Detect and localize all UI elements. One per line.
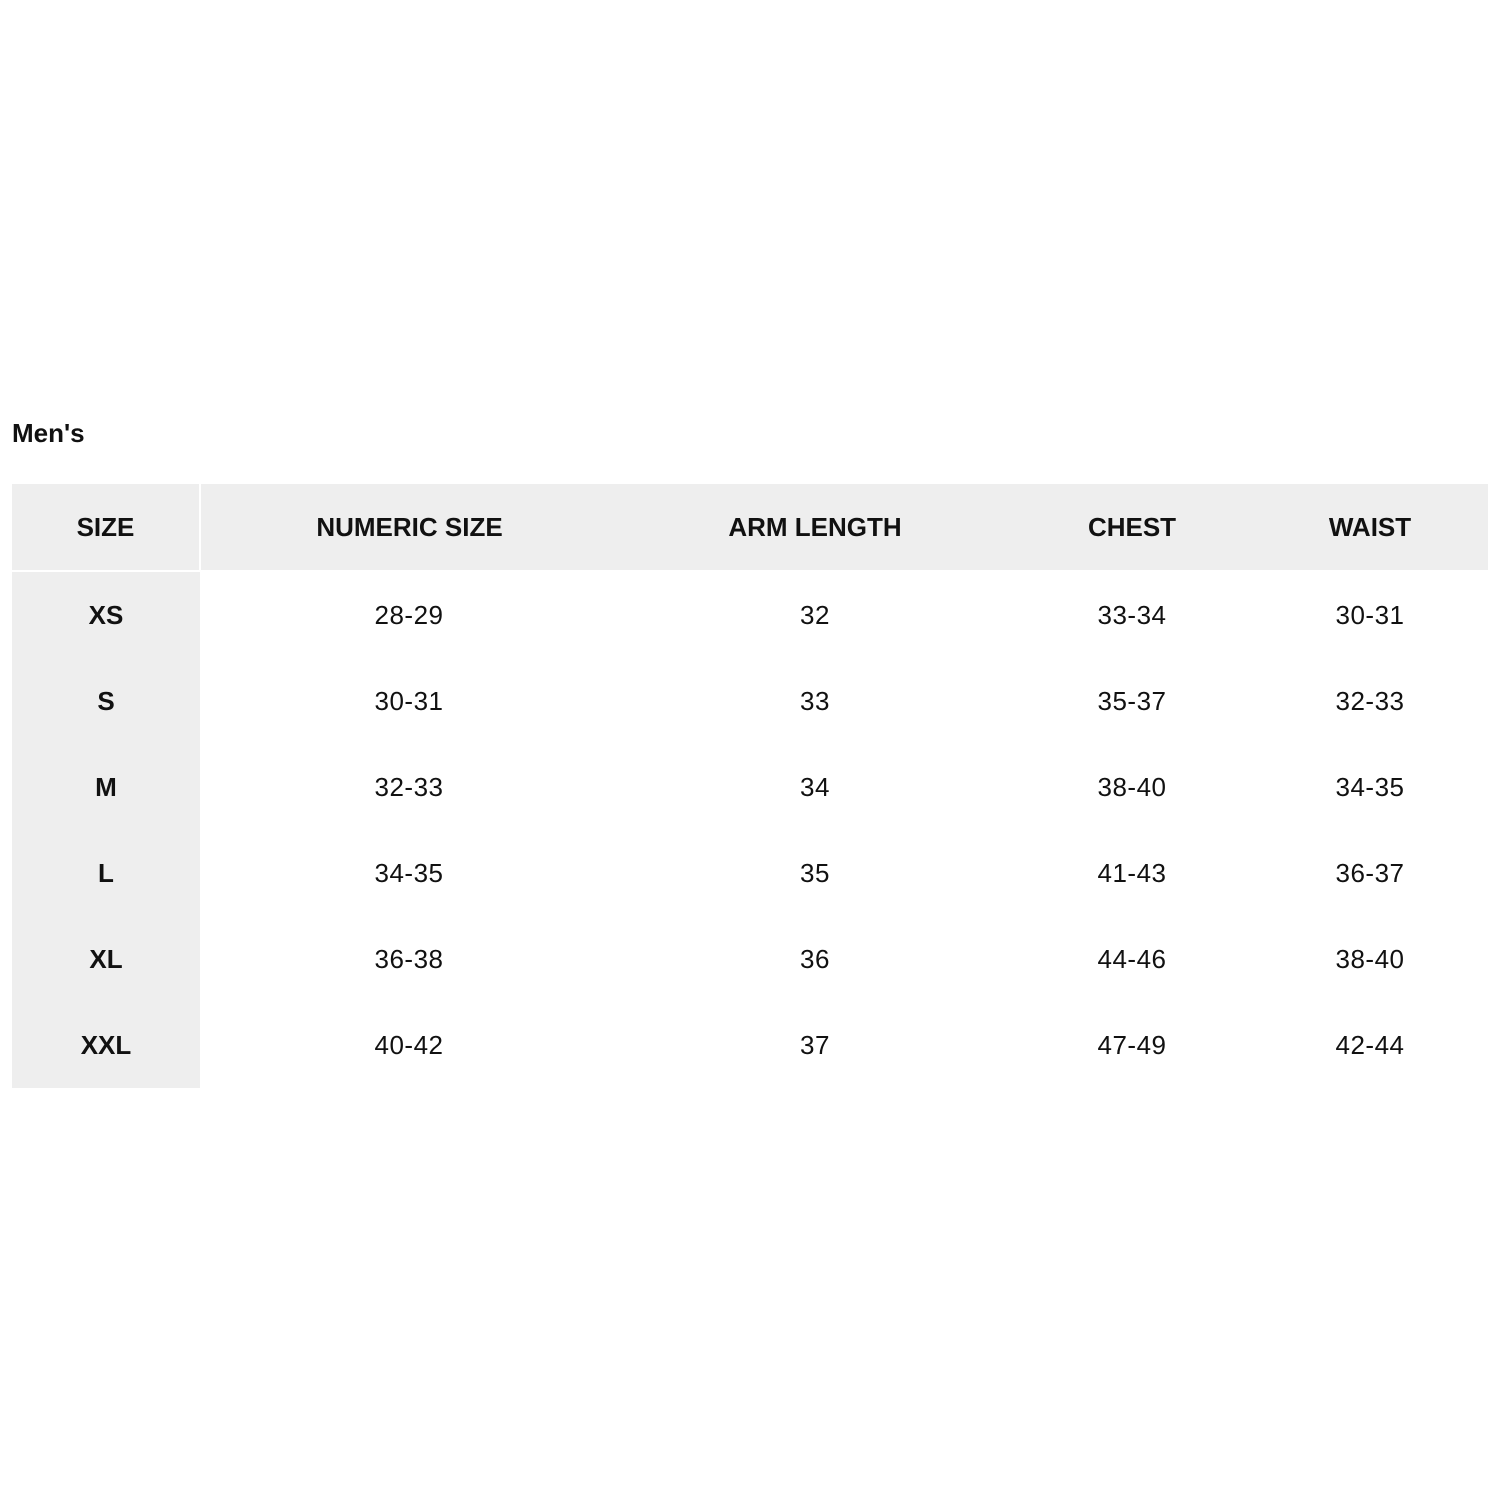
size-label: L — [12, 830, 200, 916]
waist-cell: 38-40 — [1252, 916, 1488, 1002]
size-label: XS — [12, 571, 200, 658]
size-label: M — [12, 744, 200, 830]
size-label: XL — [12, 916, 200, 1002]
table-row — [12, 744, 1488, 830]
size-chart-title: Men's — [12, 418, 85, 448]
numeric-size-cell: 30-31 — [200, 658, 618, 744]
arm-length-cell: 34 — [618, 744, 1012, 830]
table-row — [12, 916, 1488, 1002]
arm-length-cell: 35 — [618, 830, 1012, 916]
waist-cell: 34-35 — [1252, 744, 1488, 830]
header-arm-length: ARM LENGTH — [618, 484, 1012, 571]
numeric-size-cell: 36-38 — [200, 916, 618, 1002]
chest-cell: 41-43 — [1012, 830, 1252, 916]
table-row — [12, 658, 1488, 744]
size-label: S — [12, 658, 200, 744]
numeric-size-cell: 32-33 — [200, 744, 618, 830]
numeric-size-cell: 34-35 — [200, 830, 618, 916]
waist-cell: 42-44 — [1252, 1002, 1488, 1088]
table-row — [12, 571, 1488, 658]
waist-cell: 30-31 — [1252, 571, 1488, 658]
waist-cell: 32-33 — [1252, 658, 1488, 744]
size-label: XXL — [12, 1002, 200, 1088]
size-chart-table — [12, 484, 1488, 1088]
table-row — [12, 830, 1488, 916]
numeric-size-cell: 28-29 — [200, 571, 618, 658]
chest-cell: 38-40 — [1012, 744, 1252, 830]
numeric-size-cell: 40-42 — [200, 1002, 618, 1088]
header-waist: WAIST — [1252, 484, 1488, 571]
chest-cell: 47-49 — [1012, 1002, 1252, 1088]
waist-cell: 36-37 — [1252, 830, 1488, 916]
table-header-row — [12, 484, 1488, 571]
arm-length-cell: 36 — [618, 916, 1012, 1002]
arm-length-cell: 32 — [618, 571, 1012, 658]
chest-cell: 44-46 — [1012, 916, 1252, 1002]
arm-length-cell: 33 — [618, 658, 1012, 744]
chest-cell: 35-37 — [1012, 658, 1252, 744]
table-row — [12, 1002, 1488, 1088]
header-chest: CHEST — [1012, 484, 1252, 571]
header-size: SIZE — [12, 484, 200, 571]
header-numeric-size: NUMERIC SIZE — [200, 484, 618, 571]
arm-length-cell: 37 — [618, 1002, 1012, 1088]
chest-cell: 33-34 — [1012, 571, 1252, 658]
